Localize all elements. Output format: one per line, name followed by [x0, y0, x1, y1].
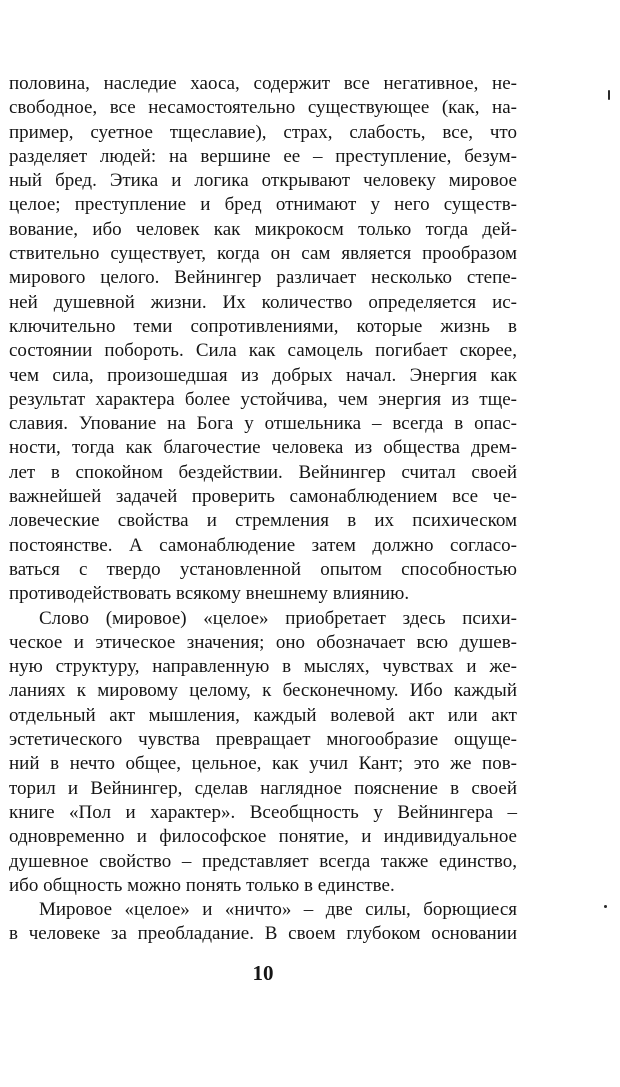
text-line: ческое и этическое значения; оно обозначает всю душев- — [9, 631, 517, 653]
text-line: ный бред. Этика и логика открывают человеку мировое — [9, 170, 517, 192]
text-line: торил и Вейнингер, сделав наглядное пояснение в своей — [9, 777, 517, 799]
scan-dot — [604, 905, 607, 908]
scan-mark — [608, 90, 610, 100]
body-text — [9, 72, 517, 947]
text-line: противодействовать всякому внешнему влиянию. — [9, 583, 410, 605]
text-line: душевное свойство – представляет всегда также единство, — [9, 850, 517, 872]
text-line: чем сила, произошедшая из добрых начал. Энергия как — [9, 364, 517, 386]
text-line: ибо общность можно понять только в единстве. — [9, 874, 395, 896]
text-line: вование, ибо человек как микрокосм только тогда дей- — [9, 218, 517, 240]
text-line: состоянии побороть. Сила как самоцель погибает скорее, — [9, 340, 517, 362]
text-line: мирового целого. Вейнингер различает несколько степе- — [9, 267, 517, 289]
text-line: отдельный акт мышления, каждый волевой акт или акт — [9, 704, 517, 726]
text-line: постоянстве. А самонаблюдение затем должно согласо- — [9, 534, 517, 556]
text-line: разделяет людей: на вершине ее – преступление, безум- — [9, 145, 517, 167]
text-line: важнейшей задачей проверить самонаблюдением все че- — [9, 486, 517, 508]
text-line: ловеческие свойства и стремления в их психическом — [9, 510, 517, 532]
text-line: ваться с твердо установленной опытом способностью — [9, 558, 517, 580]
text-line: в человеке за преобладание. В своем глубоком основании — [9, 923, 517, 945]
text-line: эстетического чувства превращает многообразие ощуще- — [9, 729, 517, 751]
text-line: Мировое «целое» и «ничто» – две силы, борющиеся — [39, 899, 517, 921]
text-line: лет в спокойном бездействии. Вейнингер считал своей — [9, 461, 517, 483]
text-line: ний в нечто общее, цельное, как учил Кант; это же пов- — [9, 753, 517, 775]
text-line: целое; преступление и бред отнимают у него существ- — [9, 194, 517, 216]
text-line: ланиях к мировому целому, к бесконечному. Ибо каждый — [9, 680, 517, 702]
page-number: 10 — [252, 961, 274, 985]
text-line: свободное, все несамостоятельно существующее (как, на- — [9, 97, 517, 119]
text-line: результат характера более устойчива, чем энергия из тще- — [9, 388, 517, 410]
text-line: ную структуру, направленную в мыслях, чувствах и же- — [9, 656, 517, 678]
text-line: половина, наследие хаоса, содержит все негативное, не- — [9, 73, 517, 94]
text-line: одновременно и философское понятие, и индивидуальное — [9, 826, 517, 848]
text-line: ствительно существует, когда он сам является прообразом — [9, 243, 517, 265]
text-line: ней душевной жизни. Их количество определяется ис- — [9, 291, 517, 313]
text-line: славия. Упование на Бога у отшельника – всегда в опас- — [9, 413, 517, 435]
text-line: ключительно теми сопротивлениями, которые жизнь в — [9, 315, 517, 337]
text-line: пример, суетное тщеславие), страх, слабость, все, что — [9, 121, 517, 143]
text-line: книге «Пол и характер». Всеобщность у Вейнингера – — [9, 801, 517, 823]
text-line: ности, тогда как благочестие человека из общества дрем- — [9, 437, 517, 459]
text-line: Слово (мировое) «целое» приобретает здесь психи- — [39, 607, 517, 629]
